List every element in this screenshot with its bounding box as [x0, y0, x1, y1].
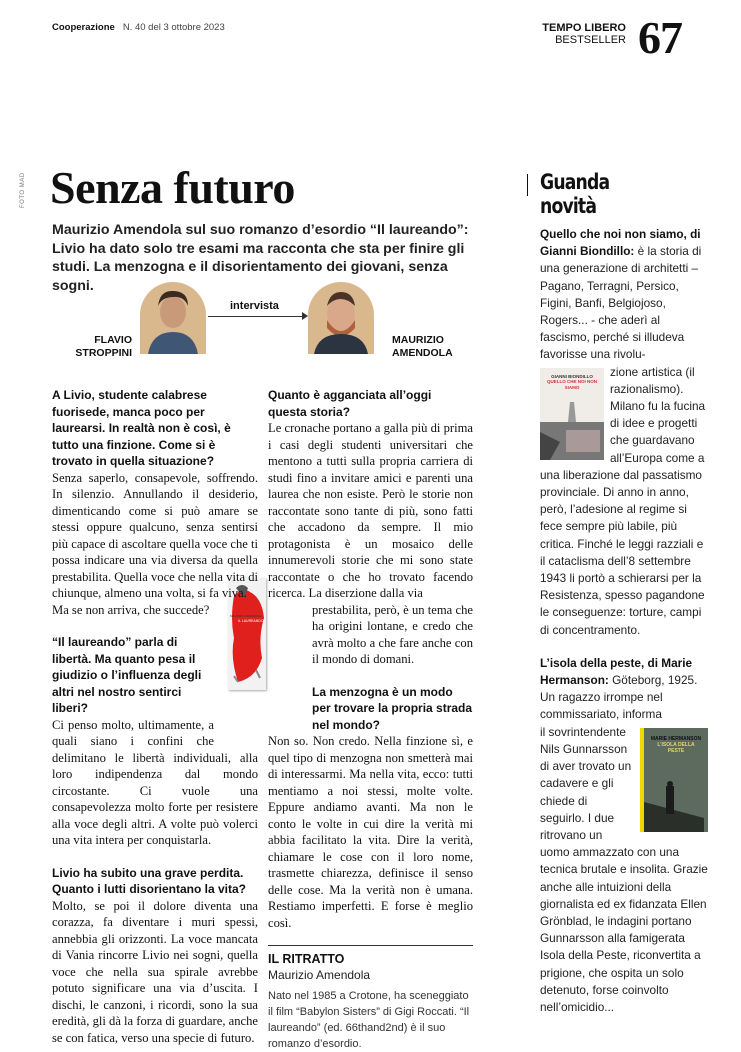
interview-arrow — [208, 316, 306, 317]
book-2-title: L’isola della peste, di Marie Hermanson: — [540, 655, 693, 688]
book-1-text: è la storia di una generazione di architetti – Pagano, Terragni, Persico, Figini, Banfi, Belgiojoso, Rogers... - che aderì al fascismo, perché si illudeva favorisse una rivolu- — [540, 244, 702, 362]
portrait-text: Nato nel 1985 a Crotone, ha sceneggiato il film “Babylon Sisters” di Gigi Roccati. “Il laureando” (ed. 66thand2nd) è il suo romanzo d’esordio. — [268, 990, 470, 1050]
magazine-name: Cooperazione — [52, 22, 115, 33]
magazine-header — [52, 22, 225, 33]
interviewer-first: FLAVIO — [94, 334, 132, 346]
article-column-1 — [52, 387, 258, 1046]
book-entry-1 — [540, 226, 708, 364]
cover-author: GIANNI BIONDILLO — [551, 373, 593, 379]
portrait-box — [268, 945, 473, 1052]
answer-2: Ci penso molto, ultimamente, a quali siano i confini che delimitano le libertà individuali, alla loro indipendenza dal mondo circostante. Ci vuole una consapevolezza molto forte per resistere alla voce degli altri. A volte può volerci una vita intera per conquistarla. — [52, 717, 258, 847]
interviewee-photo — [308, 282, 374, 354]
sidebar-heading — [540, 170, 609, 218]
section-label — [542, 22, 626, 46]
book-2-text-cont: il sovrintendente Nils Gunnarsson di aver trovato un cadavere e gli chiede di seguirlo. I due ritrovano un uomo ammazzato con una tecnica brutale e insolita. Grazie anche alle intuizioni della giornalista ed ex fidanzata Ellen Grönblad, le indagini portano Gunnarsson alla famigerata Isola della Peste, riconvertita a prigione, che ospita un solo detenuto, forse coinvolto nell’omicidio... — [540, 724, 708, 1014]
interviewer-last: STROPPINI — [75, 346, 132, 359]
subsection-name: BESTSELLER — [555, 34, 626, 46]
issue-info: N. 40 del 3 ottobre 2023 — [122, 22, 225, 33]
sidebar-rule — [527, 174, 528, 196]
cover-author: MARIE HERMANSON — [650, 735, 702, 742]
page-number: 67 — [638, 12, 682, 63]
answer-4-cont: prestabilita, però, è un tema che ha origini lontane, e credo che avrà molto a che fare anche con il mondo di domani. — [312, 602, 473, 666]
answer-4: Le cronache portano a galla più di prima i casi degli studenti universitari che mentono a tutti sulla propria carriera di studi fino a invitare amici e parenti una laurea che non esiste. Però le storie non raccontate sono tante di più, sono fatti che accadono da sempre. Il mio protagonista è un mosaico delle innumerevoli storie che mi sono state raccontate o che ho trovato facendo ricerca. La diserzione dalla via — [268, 421, 473, 600]
interviewee-name — [392, 334, 453, 359]
sidebar-books — [540, 226, 708, 1016]
question-5: La menzogna è un modo per trovare la propria strada nel mondo? — [312, 684, 473, 732]
book-2-text: Göteborg, 1925. Un ragazzo irrompe nel commissariato, informa — [540, 673, 698, 722]
interviewer-photo — [140, 282, 206, 354]
answer-3: Molto, se poi il dolore diventa una corazza, fa diventare i muri spessi, annebbia gli orizzonti. La voce mancata di Vania rincorre Livio nei sogni, quella voce che nella sua spirale avrebbe potuto significare una via d’uscita. I dischi, le canzoni, i ricordi, sono la sua eredità, gli dà la forza di guardare, anche se con fatica, verso una specie di futuro. — [52, 898, 258, 1045]
article-subtitle: Maurizio Amendola sul suo romanzo d’esordio “Il laureando”: Livio ha dato solo tre esami ma racconta che sta per finire gli studi. La menzogna e il disorientamento dei giovani, senza sogni. — [52, 222, 469, 294]
section-name: TEMPO LIBERO — [542, 22, 626, 34]
article-column-2 — [268, 387, 473, 1052]
portrait-heading: IL RITRATTO — [268, 952, 345, 966]
cover-author: MAURIZIO AMENDOLA — [230, 614, 263, 618]
book-cover-quello-che-noi-non-siamo — [540, 368, 604, 460]
article-title: Senza futuro — [50, 162, 295, 213]
answer-1: Senza saperlo, consapevole, soffrendo. In silenzio. Annullando il desiderio, dimenticando come si può amare se stessi oppure qualcuno, senza sentirsi più capace di ascoltare quella voce che ti possa indicare una via diversa da quella prestabilita. Quella voce che nella vita di chiunque, almeno una volta, si fa viva. — [52, 470, 258, 600]
sidebar-heading-line2: novità — [540, 194, 597, 218]
question-4: Quanto è agganciata all’oggi questa storia? — [268, 388, 432, 419]
book-1-text-cont: zione artistica (il razionalismo). Milano fu la fucina di idee e progetti che guardavano all’Europa come a una liberazione dal passatismo provinciale. Di anno in anno, però, l’adesione al regime si fece sempre più labile, più critica. Finché le leggi razziali e il cataclisma dell’8 settembre 1943 li portò a schierarsi per la Resistenza, spesso pagandone le conseguenze: torture, campi di concentramento. — [540, 364, 706, 637]
interviewee-last: AMENDOLA — [392, 346, 453, 359]
question-2: “Il laureando” parla di libertà. Ma quanto pesa il giudizio o l’influenza degli altri nel nostro sentirci liberi? — [52, 635, 202, 715]
interviewer-name — [75, 334, 132, 359]
interviewee-first: MAURIZIO — [392, 334, 444, 346]
interview-label: intervista — [230, 300, 279, 312]
cover-title: QUELLO CHE NOI NON SIAMO — [546, 379, 597, 390]
answer-5: Non so. Non credo. Nella finzione sì, e quel tipo di menzogna non smetterà mai di interessarmi. Ma nella vita, ecco: tutti mentiamo a noi stessi, molte volte. Eppure andiamo avanti. Ma non le conto le volte in cui dire la verità mi abbia facilitato la vita. Dire la verità, chiamare le cose con il loro nome, trasmette chiarezza, definisce il senso delle cose. Ma la verità non è umana. Restiamo imperfetti. E forse è meglio così. — [268, 734, 473, 930]
sidebar-heading-line1: Guanda — [540, 170, 610, 194]
photo-credit: FOTO MAD — [20, 172, 26, 208]
question-1: A Livio, studente calabrese fuorisede, manca poco per laurearsi. In realtà non è così, è tutto una finzione. Come si è trovato in quella situazione? — [52, 388, 231, 468]
book-cover-isola-della-peste — [640, 728, 708, 832]
cover-title: IL LAUREANDO — [238, 619, 264, 623]
book-entry-2 — [540, 655, 708, 724]
portrait-name: Maurizio Amendola — [268, 968, 371, 982]
book-1-title: Quello che noi non siamo, di Gianni Biondillo: — [540, 227, 701, 259]
question-1b: Ma se non arriva, che succede? — [52, 602, 210, 617]
question-3: Livio ha subito una grave perdita. Quanto i lutti disorientano la vita? — [52, 865, 247, 896]
cover-title: L’ISOLA DELLA PESTE — [657, 741, 695, 754]
